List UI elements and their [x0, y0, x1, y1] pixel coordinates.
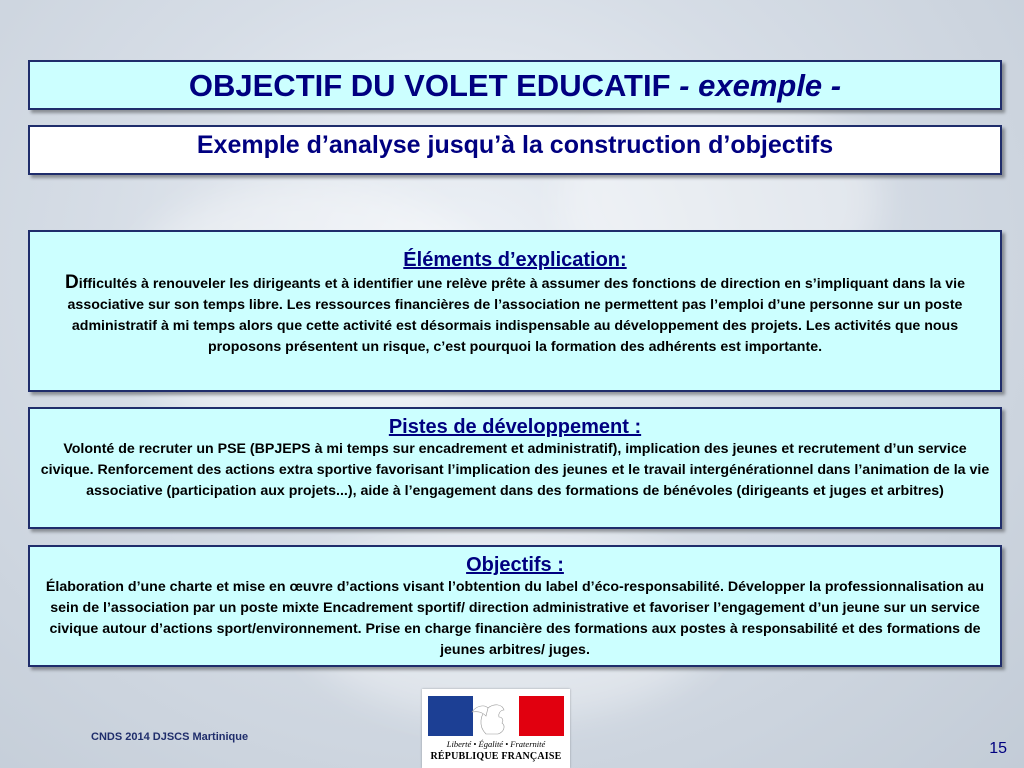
explication-text: ifficultés à renouveler les dirigeants et à identifier une relève prête à assumer des fonctions de direction en s’impliquant dans la vie associative sur son temps libre. Les ressources financières de l’association ne permettent pas l’emploi d’une personne sur un poste administratif à mi temps alors que cette activité est désormais indispensable au développement des projets. Les activités que nous proposons présentent un risque, c’est pourquoi la formation des adhérents est importante.: [67, 276, 965, 355]
title-suffix: - exemple -: [670, 68, 842, 103]
title-main: OBJECTIF DU VOLET EDUCATIF: [188, 68, 671, 103]
explication-body: [30, 272, 1000, 358]
republique-francaise-logo: [422, 689, 570, 768]
objectifs-box: [28, 545, 1002, 667]
pistes-heading: Pistes de développement :: [388, 416, 642, 438]
slide-title: [30, 68, 1000, 104]
marianne-flag-icon: [428, 696, 564, 736]
pistes-box: [28, 407, 1002, 529]
explication-box: [28, 230, 1002, 392]
page-number: 15: [989, 740, 1007, 757]
pistes-body: Volonté de recruter un PSE (BPJEPS à mi temps sur encadrement et administratif), implication des jeunes et recrutement d’un service civique. Renforcement des actions extra sportive favorisant l’implication des jeunes et le travail intergénérationnel dans l’animation de la vie associative (participation aux projets...), aide à l’engagement dans des formations de bénévoles (dirigeants et juges et arbitres): [40, 441, 990, 499]
logo-name: RÉPUBLIQUE FRANÇAISE: [430, 751, 562, 762]
logo-motto: Liberté • Égalité • Fraternité: [446, 739, 546, 749]
explication-heading: Éléments d’explication:: [403, 249, 627, 271]
objectifs-body: Élaboration d’une charte et mise en œuvre d’actions visant l’obtention du label d’éco-responsabilité. Développer la professionnalisation au sein de l’association par un poste mixte Encadrement sportif/ direction administrative et favoriser l’engagement d’un jeune sur un service civique autour d’actions sport/environnement. Prise en charge financière des formations aux postes à responsabilité et des formations de jeunes arbitres/ juges.: [45, 579, 985, 658]
slide-subtitle: Exemple d’analyse jusqu’à la construction d’objectifs: [196, 131, 834, 159]
objectifs-heading: Objectifs :: [466, 554, 564, 576]
title-box: [28, 60, 1002, 110]
explication-dropcap: D: [65, 272, 79, 293]
subtitle-box: [28, 125, 1002, 175]
footer-label: CNDS 2014 DJSCS Martinique: [91, 731, 249, 743]
